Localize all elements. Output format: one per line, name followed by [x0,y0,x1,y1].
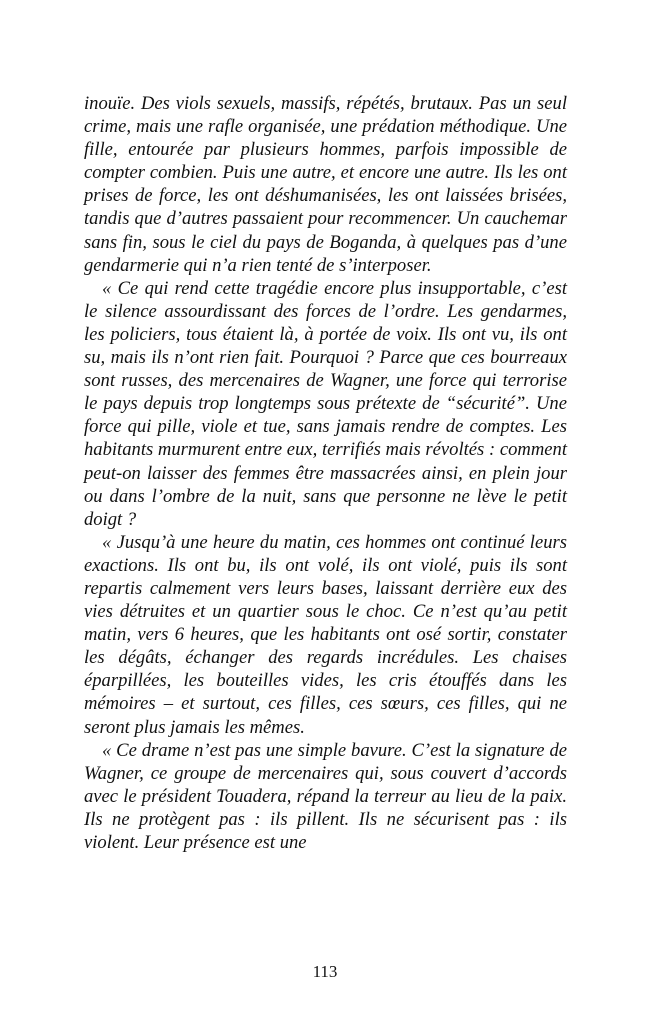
page-body [84,92,567,854]
paragraph-2: « Ce qui rend cette tragédie encore plus insupportable, c’est le silence assourdissant des forces de l’ordre. Les gendarmes, les policiers, tous étaient là, à portée de voix. Ils ont vu, ils ont su, mais ils n’ont rien fait. Pourquoi ? Parce que ces bourreaux sont russes, des mercenaires de Wagner, une force qui terrorise le pays depuis trop longtemps sous prétexte de “sécurité”. Une force qui pille, viole et tue, sans jamais rendre de comptes. Les habitants murmurent entre eux, terrifiés mais révoltés : comment peut-on laisser des femmes être massacrées ainsi, en plein jour ou dans l’ombre de la nuit, sans que personne ne lève le petit doigt ? [84,277,567,530]
paragraph-3: « Jusqu’à une heure du matin, ces hommes ont continué leurs exactions. Ils ont bu, ils ont volé, ils ont violé, puis ils sont repartis calmement vers leurs bases, laissant derrière eux des vies détruites et un quartier sous le choc. Ce n’est qu’au petit matin, vers 6 heures, que les habitants ont osé sortir, constater les dégâts, échanger des regards incrédules. Les chaises éparpillées, les bouteilles vides, les cris étouffés dans les mémoires – et surtout, ces filles, ces sœurs, ces filles, qui ne seront plus jamais les mêmes. [84,531,567,738]
paragraph-4: « Ce drame n’est pas une simple bavure. C’est la signature de Wagner, ce groupe de mercenaires qui, sous couvert d’accords avec le président Touadera, répand la terreur au lieu de la paix. Ils ne protègent pas : ils pillent. Ils ne sécurisent pas : ils violent. Leur présence est une [84,739,567,853]
page-number: 113 [312,962,338,981]
paragraph-1: inouïe. Des viols sexuels, massifs, répétés, brutaux. Pas un seul crime, mais une rafle organisée, une prédation méthodique. Une fille, entourée par plusieurs hommes, parfois impossible de compter combien. Puis une autre, et encore une autre. Ils les ont prises de force, les ont déshumanisées, les ont laissées brisées, tandis que d’autres passaient pour recommencer. Un cauchemar sans fin, sous le ciel du pays de Boganda, à quelques pas d’une gendarmerie qui n’a rien tenté de s’interposer. [84,93,567,276]
